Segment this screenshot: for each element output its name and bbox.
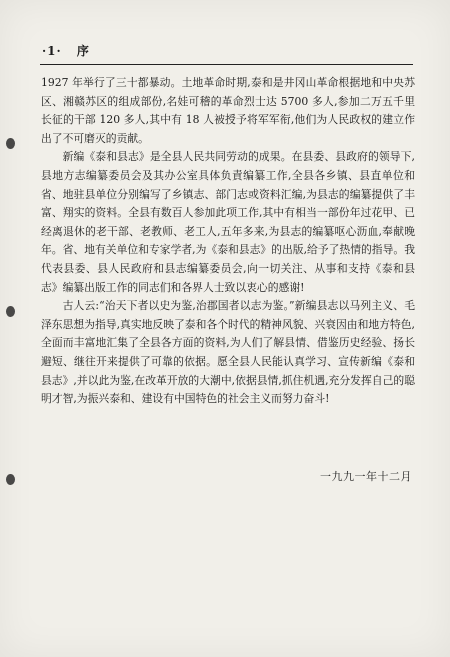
- paragraph: 1927 年举行了三十都暴动。土地革命时期,泰和是井冈山革命根据地和中央苏区、湘赣苏区的组成部份,名娃可稽的革命烈士达 5700 多人,参加二万五千里长征的干部 120 多人,其中有 18 人被授予将军军衔,他们为人民政权的建立作出了不可磨灭的贡献。: [41, 76, 415, 145]
- running-header: [42, 42, 90, 59]
- binding-hole: [6, 138, 15, 149]
- binding-holes: [6, 0, 20, 657]
- signature-date: 一九九一年十二月: [320, 470, 412, 483]
- body-text: [41, 74, 415, 409]
- binding-hole: [6, 306, 15, 317]
- paragraph: 古人云:“治天下者以史为鉴,治郡国者以志为鉴。”新编县志以马列主义、毛泽东思想为指导,真实地反映了泰和各个时代的精神风貌、兴衰因由和地方特色,全面而丰富地汇集了全县各方面的资料,为人们了解县情、借鉴历史经验、扬长避短、继往开来提供了可靠的依据。愿全县人民能认真学习、宣传新编《泰和县志》,并以此为鉴,在改革开放的大潮中,依据县情,抓住机遇,充分发挥自己的聪明才智,为振兴泰和、建设有中国特色的社会主义而努力奋斗!: [41, 299, 415, 406]
- paragraph: 新编《泰和县志》是全县人民共同劳动的成果。在县委、县政府的领导下,县地方志编纂委员会及其办公室具体负責编纂工作,全县各乡镇、县直单位和省、地驻县单位分别编写了乡镇志、部门志或资料汇编,为县志的编纂提供了丰富、翔实的资料。全县有数百人参加此项工作,其中有相当一部份年过花甲、已经离退休的老干部、老教师、老工人,五年多来,为县志的编纂呕心沥血,奉献晚年。省、地有关单位和专家学者,为《泰和县志》的出版,给予了热情的指导。我代表县委、县人民政府和县志编纂委员会,向一切关注、从事和支持《泰和县志》编纂出版工作的同志们和各界人士致以衷心的感谢!: [41, 150, 415, 294]
- binding-hole: [6, 474, 15, 485]
- header-rule: [40, 64, 413, 65]
- page-number: ·1·: [42, 44, 62, 58]
- section-title: 序: [76, 44, 90, 58]
